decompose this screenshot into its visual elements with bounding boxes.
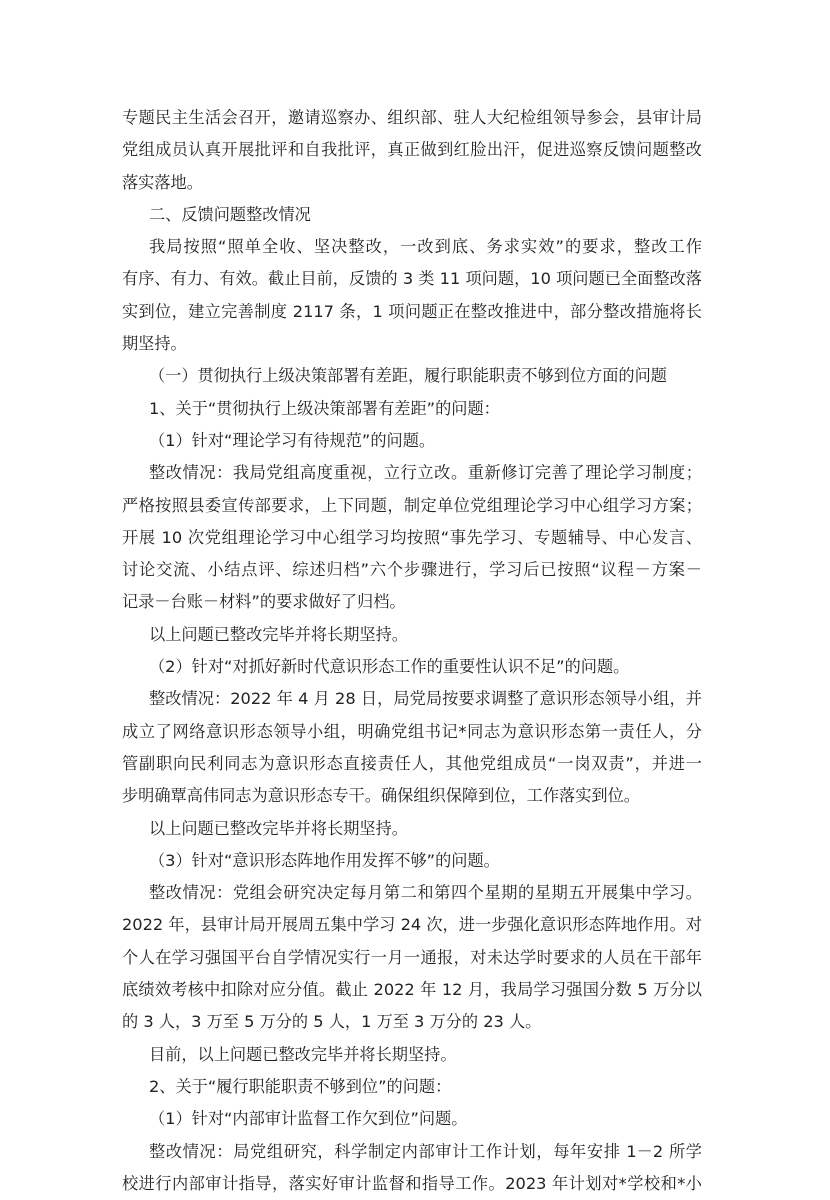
paragraph [122, 102, 702, 199]
text-line: 校进行内部审计指导，落实好审计监督和指导工作。2023 年计划对*学校和*小 [122, 1168, 702, 1200]
paragraph [122, 619, 702, 651]
paragraph [122, 1103, 702, 1135]
text-line: 的 3 人，3 万至 5 万分的 5 人，1 万至 3 万分的 23 人。 [122, 1006, 702, 1038]
paragraph [122, 360, 702, 392]
text-line: 实到位，建立完善制度 2117 条，1 项问题正在整改推进中，部分整改措施将长 [122, 296, 702, 328]
text-line: 底绩效考核中扣除对应分值。截止 2022 年 12 月，我局学习强国分数 5 万分以 [122, 974, 702, 1006]
text-line: 期坚持。 [122, 328, 702, 360]
text-line: 目前，以上问题已整改完毕并将长期坚持。 [122, 1039, 702, 1071]
text-line: 党组成员认真开展批评和自我批评，真正做到红脸出汗，促进巡察反馈问题整改 [122, 134, 702, 166]
text-line: 讨论交流、小结点评、综述归档”六个步骤进行，学习后已按照“议程－方案－ [122, 554, 702, 586]
paragraph [122, 457, 702, 618]
paragraph [122, 813, 702, 845]
paragraph [122, 877, 702, 1038]
text-line: （1）针对“理论学习有待规范”的问题。 [122, 425, 702, 457]
paragraph [122, 1136, 702, 1200]
paragraph [122, 1071, 702, 1103]
text-line: 整改情况：2022 年 4 月 28 日，局党局按要求调整了意识形态领导小组，并 [122, 683, 702, 715]
text-line: 专题民主生活会召开，邀请巡察办、组织部、驻人大纪检组领导参会，县审计局 [122, 102, 702, 134]
paragraph [122, 1039, 702, 1071]
text-line: 1、关于“贯彻执行上级决策部署有差距”的问题： [122, 393, 702, 425]
text-line: 整改情况：党组会研究决定每月第二和第四个星期的星期五开展集中学习。 [122, 877, 702, 909]
text-line: 严格按照县委宣传部要求，上下同题，制定单位党组理论学习中心组学习方案； [122, 490, 702, 522]
paragraph [122, 393, 702, 425]
text-line: 2022 年，县审计局开展周五集中学习 24 次，进一步强化意识形态阵地作用。对 [122, 909, 702, 941]
text-line: 我局按照“照单全收、坚决整改，一改到底、务求实效”的要求，整改工作 [122, 231, 702, 263]
text-line: 管副职向民利同志为意识形态直接责任人，其他党组成员“一岗双责”，并进一 [122, 748, 702, 780]
paragraph [122, 425, 702, 457]
paragraph [122, 845, 702, 877]
text-line: （2）针对“对抓好新时代意识形态工作的重要性认识不足”的问题。 [122, 651, 702, 683]
text-line: 步明确覃高伟同志为意识形态专干。确保组织保障到位，工作落实到位。 [122, 780, 702, 812]
text-line: （一）贯彻执行上级决策部署有差距，履行职能职责不够到位方面的问题 [122, 360, 702, 392]
paragraph [122, 199, 702, 231]
text-line: 以上问题已整改完毕并将长期坚持。 [122, 619, 702, 651]
text-line: 落实落地。 [122, 167, 702, 199]
text-line: （1）针对“内部审计监督工作欠到位”问题。 [122, 1103, 702, 1135]
paragraph [122, 683, 702, 812]
paragraph [122, 231, 702, 360]
text-line: 开展 10 次党组理论学习中心组学习均按照“事先学习、专题辅导、中心发言、 [122, 522, 702, 554]
text-line: 二、反馈问题整改情况 [122, 199, 702, 231]
text-line: （3）针对“意识形态阵地作用发挥不够”的问题。 [122, 845, 702, 877]
document-page [122, 102, 702, 1200]
text-line: 个人在学习强国平台自学情况实行一月一通报，对未达学时要求的人员在干部年 [122, 942, 702, 974]
text-line: 有序、有力、有效。截止目前，反馈的 3 类 11 项问题，10 项问题已全面整改落 [122, 263, 702, 295]
text-line: 记录－台账－材料”的要求做好了归档。 [122, 586, 702, 618]
text-line: 以上问题已整改完毕并将长期坚持。 [122, 813, 702, 845]
text-line: 2、关于“履行职能职责不够到位”的问题： [122, 1071, 702, 1103]
paragraph [122, 651, 702, 683]
text-line: 整改情况：局党组研究，科学制定内部审计工作计划，每年安排 1－2 所学 [122, 1136, 702, 1168]
text-line: 整改情况：我局党组高度重视，立行立改。重新修订完善了理论学习制度； [122, 457, 702, 489]
text-line: 成立了网络意识形态领导小组，明确党组书记*同志为意识形态第一责任人，分 [122, 716, 702, 748]
